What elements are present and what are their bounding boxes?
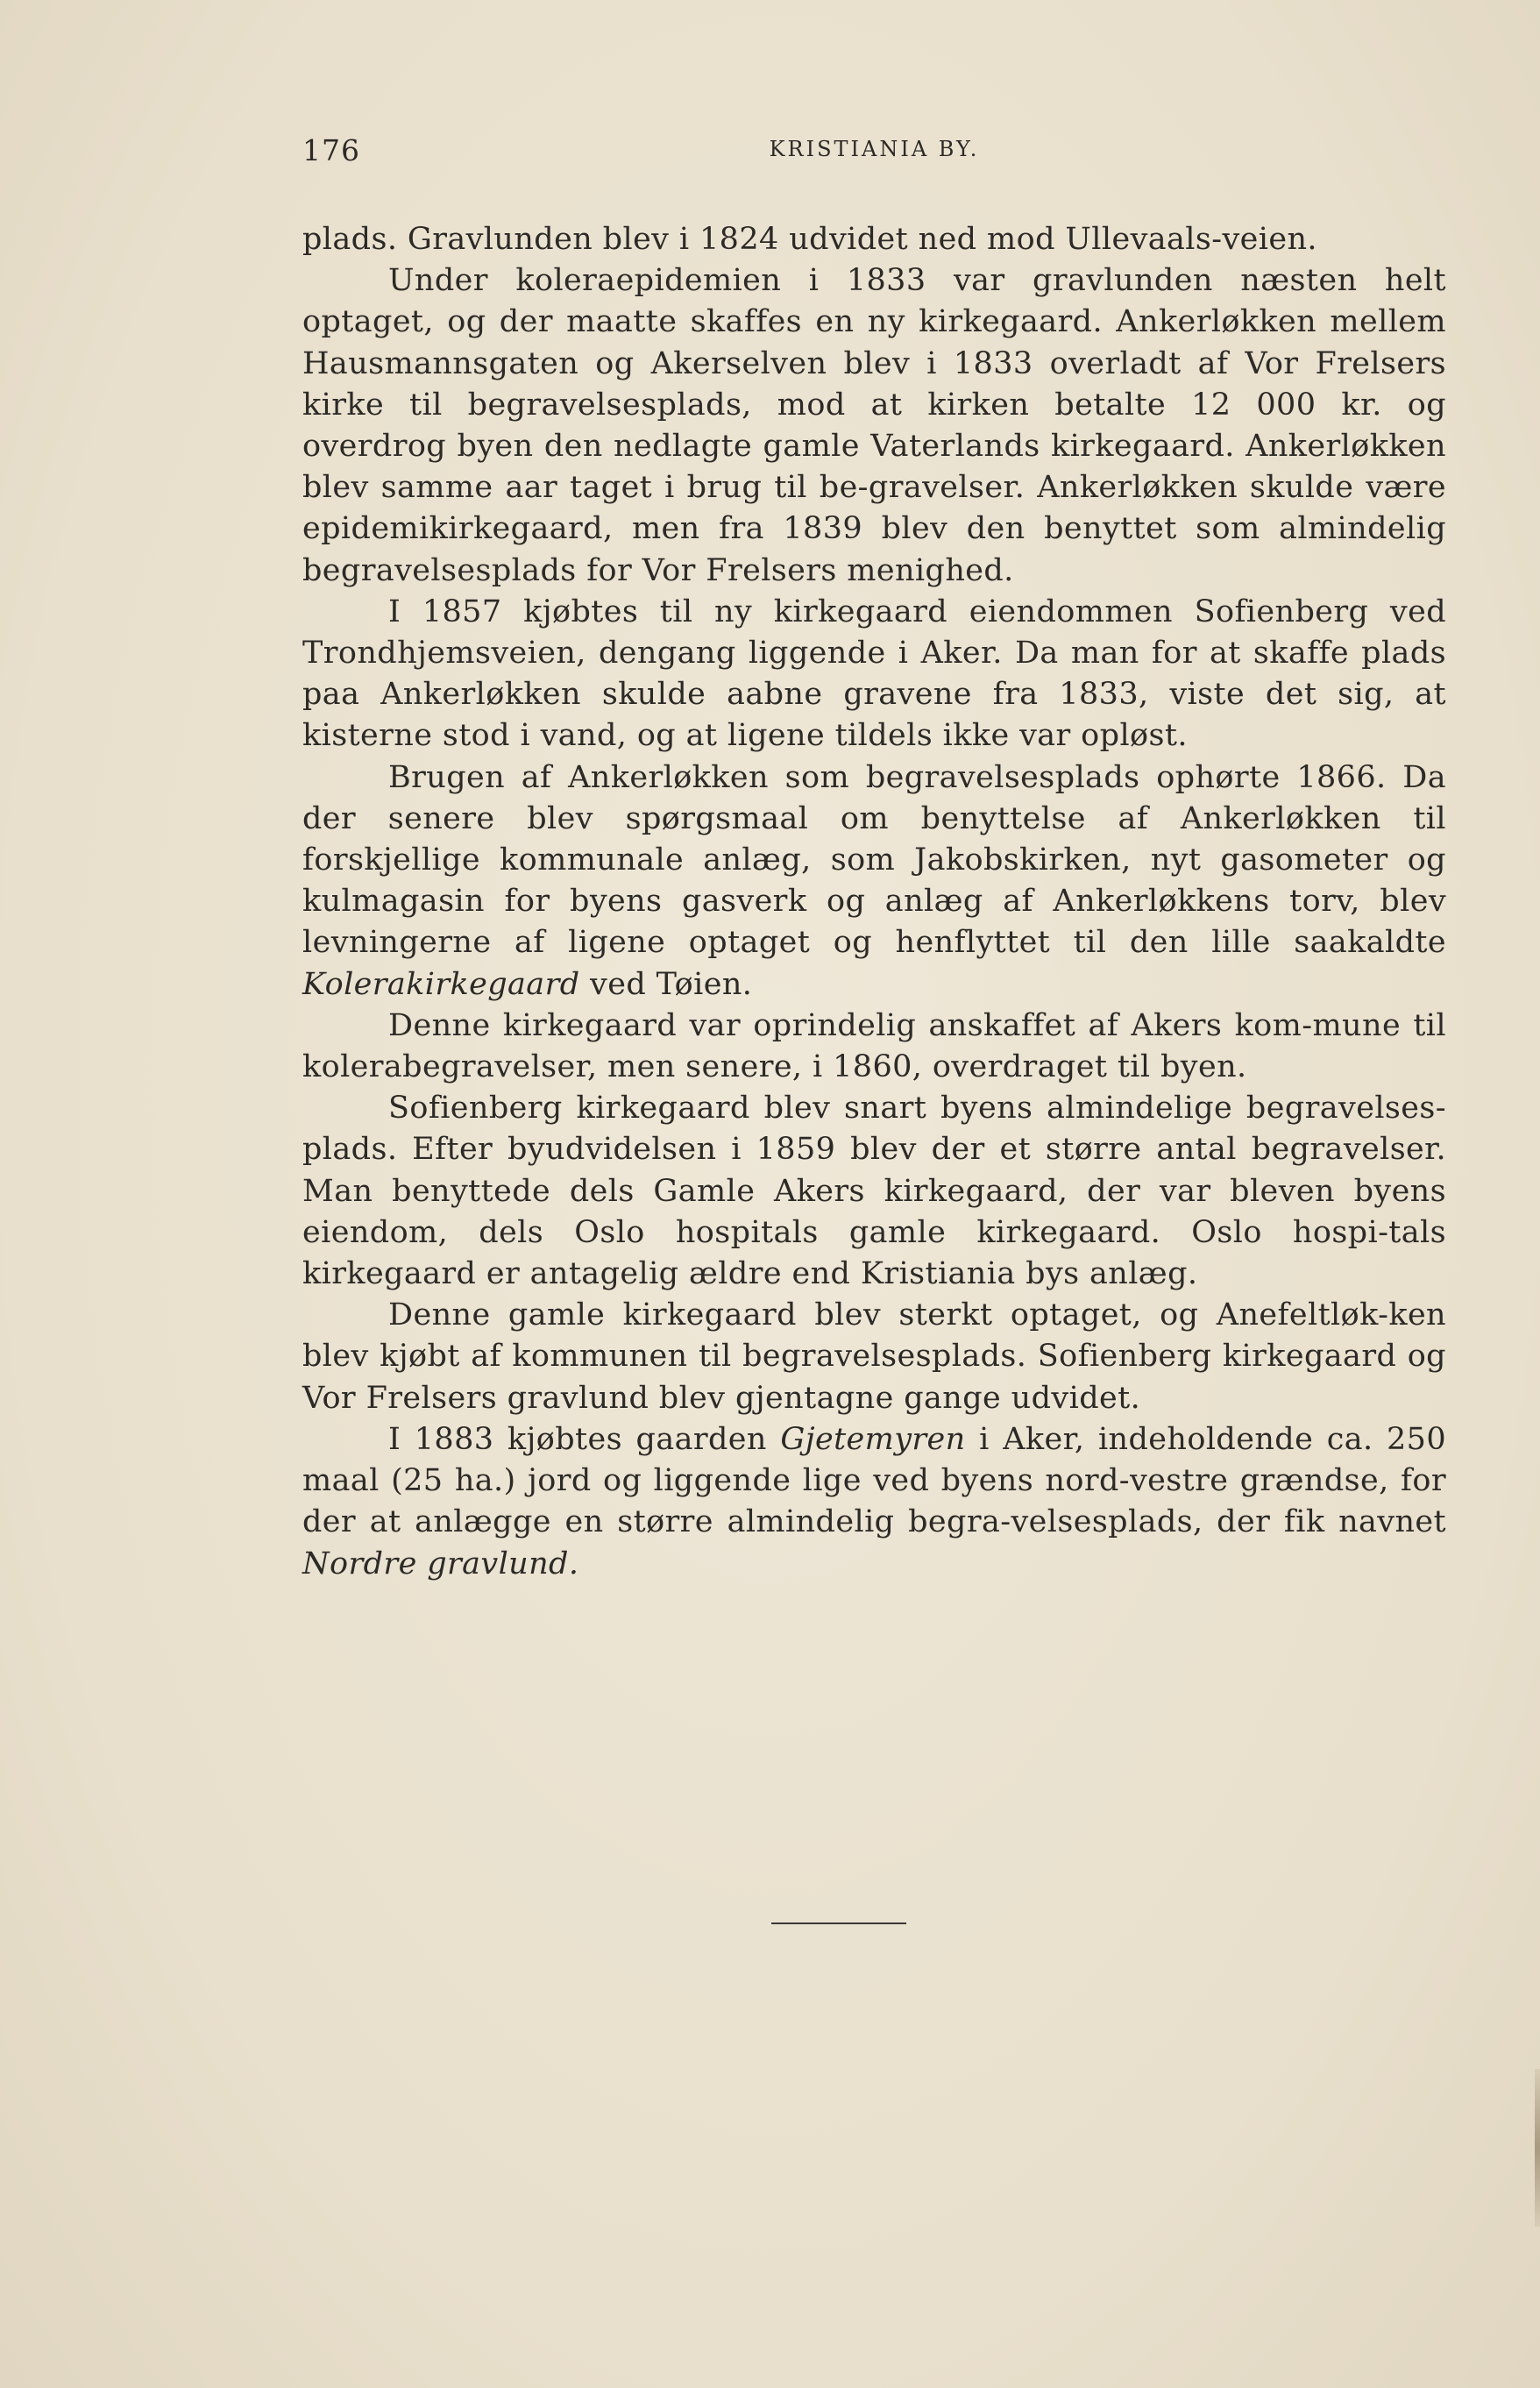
page-header: [302, 133, 1446, 177]
italic-place-name: Kolerakirkegaard: [302, 966, 580, 1002]
paragraph: I 1883 kjøbtes gaarden Gjetemyren i Aker, indeholdende ca. 250 maal (25 ha.) jord og liggende lige ved byens nord-vestre grændse, for der at anlægge en større almindelig begra-velsesplads, der fik navnet Nordre gravlund.: [302, 1421, 1447, 1581]
paragraph: plads. Gravlunden blev i 1824 udvidet ned mod Ullevaals-veien.: [302, 222, 1317, 257]
running-head: KRISTIANIA BY.: [769, 137, 980, 161]
paragraph: Sofienberg kirkegaard blev snart byens almindelige begravelses-plads. Efter byudvidelsen i 1859 blev der et større antal begravelser. Man benyttede dels Gamle Akers kirkegaard, der var bleven byens eiendom, dels Oslo hospitals gamle kirkegaard. Oslo hospi-tals kirkegaard er antagelig ældre end Kristiania bys anlæg.: [302, 1091, 1446, 1292]
page-edge-shadow: [1535, 2069, 1540, 2227]
paragraph: Brugen af Ankerløkken som begravelsesplads ophørte 1866. Da der senere blev spørgsmaal om benyttelse af Ankerløkken til forskjellige kommunale anlæg, som Jakobskirken, nyt gasometer og kulmagasin for byens gasverk og anlæg af Ankerløkkens torv, blev levningerne af ligene optaget og henflyttet til den lille saakaldte Kolerakirkegaard ved Tøien.: [302, 759, 1446, 1002]
paragraph: Denne gamle kirkegaard blev sterkt optaget, og Anefeltløk-ken blev kjøbt af kommunen til begravelsesplads. Sofienberg kirkegaard og Vor Frelsers gravlund blev gjentagne gange udvidet.: [302, 1297, 1446, 1416]
italic-place-name: Gjetemyren: [780, 1421, 966, 1457]
end-rule: [771, 1922, 906, 1924]
paragraph: Denne kirkegaard var oprindelig anskaffet af Akers kom-mune til kolerabegravelser, men senere, i 1860, overdraget til byen.: [302, 1007, 1446, 1085]
page-number: 176: [302, 133, 360, 167]
italic-place-name: Nordre gravlund.: [302, 1546, 579, 1581]
paragraph: I 1857 kjøbtes til ny kirkegaard eiendommen Sofienberg ved Trondhjemsveien, dengang liggende i Aker. Da man for at skaffe plads paa Ankerløkken skulde aabne gravene fra 1833, viste det sig, at kisterne stod i vand, og at ligene tildels ikke var opløst.: [302, 593, 1446, 754]
body-text: [302, 219, 1446, 1585]
paragraph: Under koleraepidemien i 1833 var gravlunden næsten helt optaget, og der maatte skaffes en ny kirkegaard. Ankerløkken mellem Hausmannsgaten og Akerselven blev i 1833 overladt af Vor Frelsers kirke til begravelsesplads, mod at kirken betalte 12 000 kr. og overdrog byen den nedlagte gamle Vaterlands kirkegaard. Ankerløkken blev samme aar taget i brug til be-gravelser. Ankerløkken skulde være epidemikirkegaard, men fra 1839 blev den benyttet som almindelig begravelsesplads for Vor Frelsers menighed.: [302, 263, 1446, 588]
